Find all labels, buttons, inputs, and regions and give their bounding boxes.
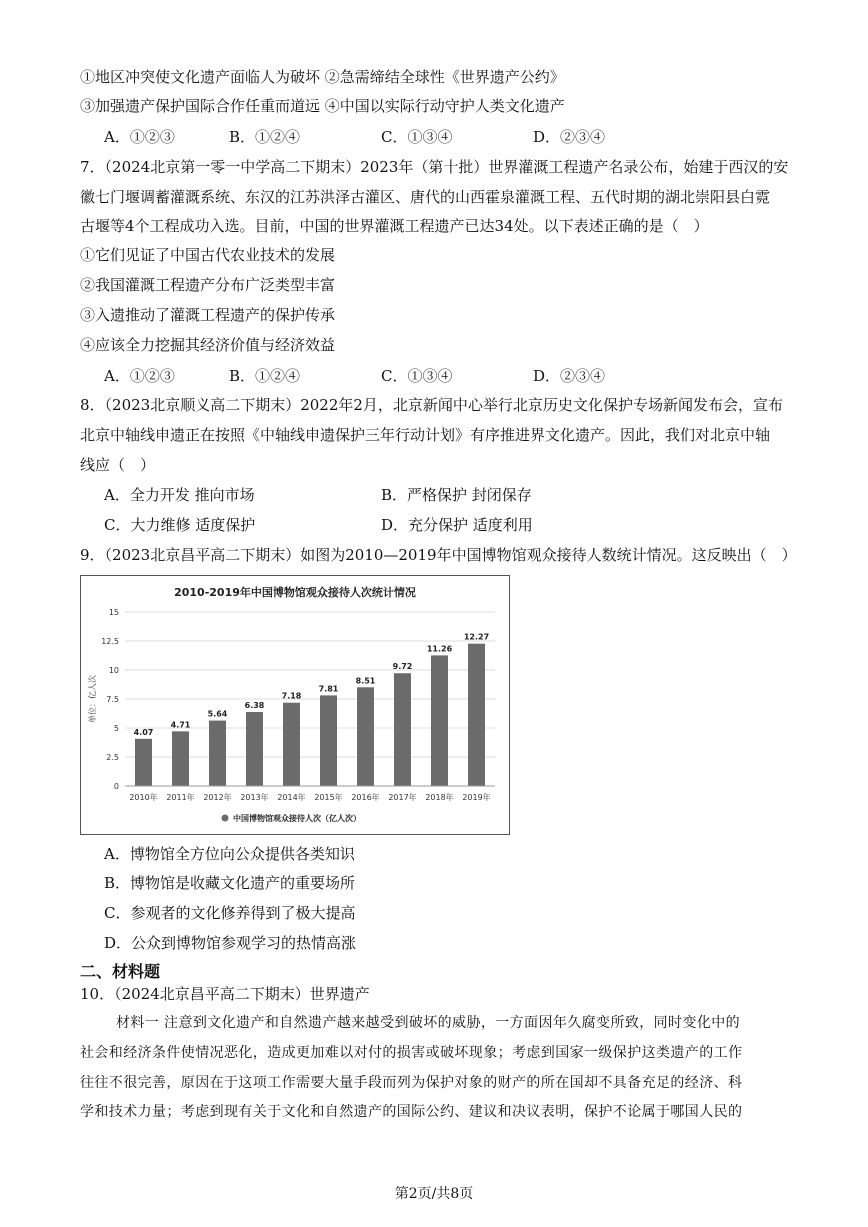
bar: [172, 731, 189, 786]
q8-option-a[interactable]: A．全力开发 推向市场: [104, 486, 255, 504]
bar: [135, 739, 152, 786]
data-label: 5.64: [207, 709, 228, 719]
x-tick-label: 2013年: [240, 793, 269, 802]
x-tick-label: 2011年: [166, 793, 195, 802]
q9-option-d[interactable]: D．公众到博物馆参观学习的热情高涨: [104, 934, 357, 952]
data-label: 6.38: [244, 700, 265, 710]
y-tick-label: 5: [113, 724, 119, 733]
q8-stem-line-3: 线应（ ）: [80, 456, 156, 474]
material-line-2: 社会和经济条件使情况恶化，造成更加难以对付的损害或破坏现象；考虑到国家一级保护这类遗产的工作: [80, 1045, 743, 1061]
x-tick-label: 2019年: [462, 793, 491, 802]
q7-item-1: ①它们见证了中国古代农业技术的发展: [80, 246, 336, 264]
legend-marker: [222, 815, 229, 822]
q6-option-c[interactable]: C．①③④: [381, 128, 453, 146]
bar: [283, 703, 300, 786]
q6-option-b[interactable]: B．①②④: [229, 128, 301, 146]
data-label: 4.71: [170, 720, 191, 730]
section-heading: 二、材料题: [80, 962, 161, 981]
data-label: 8.51: [355, 676, 376, 686]
bar: [246, 712, 263, 786]
legend-label: 中国博物馆观众接待人次（亿人次）: [233, 814, 361, 823]
q6-option-d[interactable]: D．②③④: [533, 128, 606, 146]
bar: [320, 695, 337, 786]
q7-item-4: ④应该全力挖掘其经济价值与经济效益: [80, 336, 336, 354]
y-tick-label: 0: [113, 782, 119, 791]
y-tick-label: 2.5: [106, 753, 119, 762]
q7-stem-line-3: 古堰等4个工程成功入选。目前，中国的世界灌溉工程遗产已达34处。以下表述正确的是（ ）: [80, 217, 709, 235]
bar: [209, 721, 226, 786]
data-label: 7.81: [318, 684, 339, 694]
q7-option-a[interactable]: A．①②③: [104, 367, 175, 385]
q6-item-line-2: ③加强遗产保护国际合作任重而道远 ④中国以实际行动守护人类文化遗产: [80, 97, 565, 115]
chart-title: 2010-2019年中国博物馆观众接待人次统计情况: [174, 586, 416, 599]
q8-option-b[interactable]: B．严格保护 封闭保存: [381, 486, 532, 504]
data-label: 4.07: [133, 727, 154, 737]
q7-item-2: ②我国灌溉工程遗产分布广泛类型丰富: [80, 276, 336, 294]
bar: [394, 673, 411, 786]
material-line-4: 学和技术力量；考虑到现有关于文化和自然遗产的国际公约、建议和决议表明，保护不论属于哪国人民的: [80, 1104, 743, 1120]
x-tick-label: 2016年: [351, 793, 380, 802]
x-tick-label: 2017年: [388, 793, 417, 802]
data-label: 7.18: [281, 691, 302, 701]
y-tick-label: 12.5: [101, 637, 119, 646]
material-line-3: 往往不很完善，原因在于这项工作需要大量手段而列为保护对象的财产的所在国却不具备充足的经济、科: [80, 1075, 743, 1091]
q6-option-a[interactable]: A．①②③: [104, 128, 175, 146]
q7-option-b[interactable]: B．①②④: [229, 367, 301, 385]
material-line-1: 材料一 注意到文化遗产和自然遗产越来越受到破坏的威胁，一方面因年久腐变所致，同时变化中的: [116, 1015, 741, 1031]
chart-svg: [81, 576, 509, 834]
q7-stem-line-2: 徽七门堰调蓄灌溉系统、东汉的江苏洪泽古灌区、唐代的山西霍泉灌溉工程、五代时期的湖北崇阳县白霓: [80, 188, 771, 206]
data-label: 11.26: [426, 644, 453, 654]
y-tick-label: 10: [108, 666, 119, 675]
museum-visitors-chart: [80, 575, 510, 835]
q7-option-d[interactable]: D．②③④: [533, 367, 606, 385]
y-axis-label: 单位：亿人次: [88, 675, 97, 723]
y-tick-label: 15: [108, 608, 119, 617]
q7-option-c[interactable]: C．①③④: [381, 367, 453, 385]
q7-stem-line-1: 7．（2024北京第一零一中学高二下期末）2023年（第十批）世界灌溉工程遗产名录公布，始建于西汉的安: [80, 158, 789, 176]
q10-stem: 10．（2024北京昌平高二下期末）世界遗产: [80, 985, 370, 1003]
y-tick-label: 7.5: [106, 695, 119, 704]
x-tick-label: 2018年: [425, 793, 454, 802]
q7-item-3: ③入遗推动了灌溉工程遗产的保护传承: [80, 306, 336, 324]
data-label: 12.27: [463, 632, 490, 642]
bar: [431, 655, 448, 786]
q8-stem-line-1: 8．（2023北京顺义高二下期末）2022年2月，北京新闻中心举行北京历史文化保护专场新闻发布会，宣布: [80, 396, 783, 414]
page-footer: 第2页/共8页: [394, 1186, 474, 1202]
q9-option-b[interactable]: B．博物馆是收藏文化遗产的重要场所: [104, 874, 356, 892]
x-tick-label: 2012年: [203, 793, 232, 802]
x-tick-label: 2010年: [129, 793, 158, 802]
data-label: 9.72: [392, 662, 413, 672]
q9-option-c[interactable]: C．参观者的文化修养得到了极大提高: [104, 904, 356, 922]
q8-option-c[interactable]: C．大力维修 适度保护: [104, 516, 256, 534]
q9-stem: 9．（2023北京昌平高二下期末）如图为2010—2019年中国博物馆观众接待人数统计情况。这反映出（ ）: [80, 546, 797, 564]
q9-option-a[interactable]: A．博物馆全方位向公众提供各类知识: [104, 845, 355, 863]
x-tick-label: 2014年: [277, 793, 306, 802]
x-tick-label: 2015年: [314, 793, 343, 802]
bar: [357, 687, 374, 786]
q8-option-d[interactable]: D．充分保护 适度利用: [381, 516, 533, 534]
q6-item-line-1: ①地区冲突使文化遗产面临人为破坏 ②急需缔结全球性《世界遗产公约》: [80, 68, 565, 86]
bar: [468, 644, 485, 786]
q8-stem-line-2: 北京中轴线申遗正在按照《中轴线申遗保护三年行动计划》有序推进界文化遗产。因此，我们对北京中轴: [80, 426, 771, 444]
